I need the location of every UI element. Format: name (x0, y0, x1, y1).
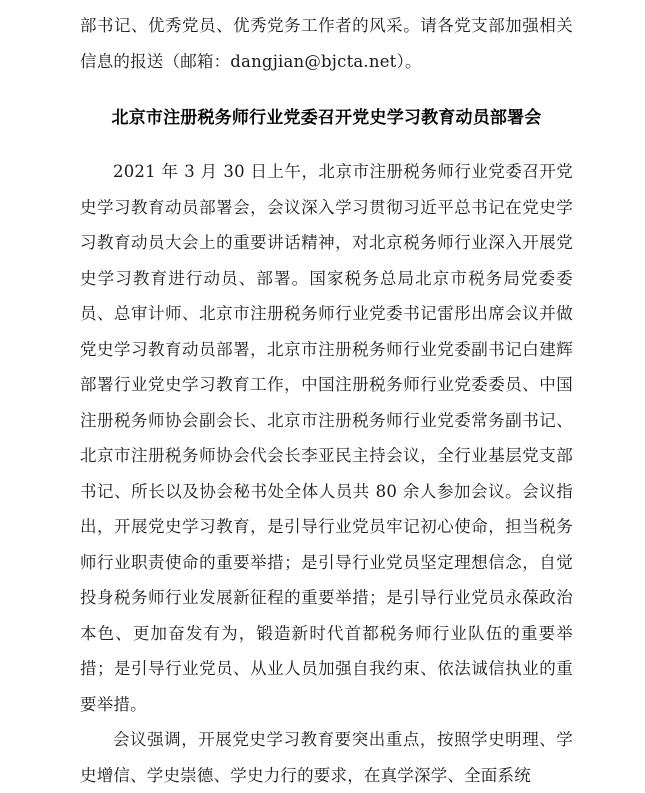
heading-top-gap (80, 79, 573, 101)
body-paragraph-2-wrapper (80, 722, 573, 793)
body-paragraph-1: 2021 年 3 月 30 日上午，北京市注册税务师行业党委召开党史学习教育动员部署会，会议深入学习贯彻习近平总书记在党史学习教育动员大会上的重要讲话精神，对北京税务师行业深入开展党史学习教育进行动员、部署。国家税务总局北京市税务局党委委员、总审计师、北京市注册税务师行业党委书记雷彤出席会议并做党史学习教育动员部署，北京市注册税务师行业党委副书记白建辉部署行业党史学习教育工作，中国注册税务师行业党委委员、中国注册税务师协会副会长、北京市注册税务师行业党委常务副书记、北京市注册税务师协会代会长李亚民主持会议，全行业基层党支部书记、所长以及协会秘书处全体人员共 80 余人参加会议。会议指出，开展党史学习教育，是引导行业党员牢记初心使命，担当税务师行业职责使命的重要举措；是引导行业党员坚定理想信念，自觉投身税务师行业发展新征程的重要举措；是引导行业党员永葆政治本色、更加奋发有为，锻造新时代首都税务师行业队伍的重要举措；是引导行业党员、从业人员加强自我约束、依法诚信执业的重要举措。 (80, 162, 573, 714)
body-paragraph-2: 会议强调，开展党史学习教育要突出重点，按照学史明理、学史增信、学史崇德、学史力行的要求，在真学深学、全面系统 (80, 730, 573, 785)
continued-paragraph: 部书记、优秀党员、优秀党务工作者的风采。请各党支部加强相关信息的报送（邮箱：dangjian@bjcta.net）。 (80, 16, 573, 71)
top-spacer (80, 0, 573, 8)
heading-bottom-gap (80, 136, 573, 154)
section-heading: 北京市注册税务师行业党委召开党史学习教育动员部署会 (111, 108, 542, 128)
